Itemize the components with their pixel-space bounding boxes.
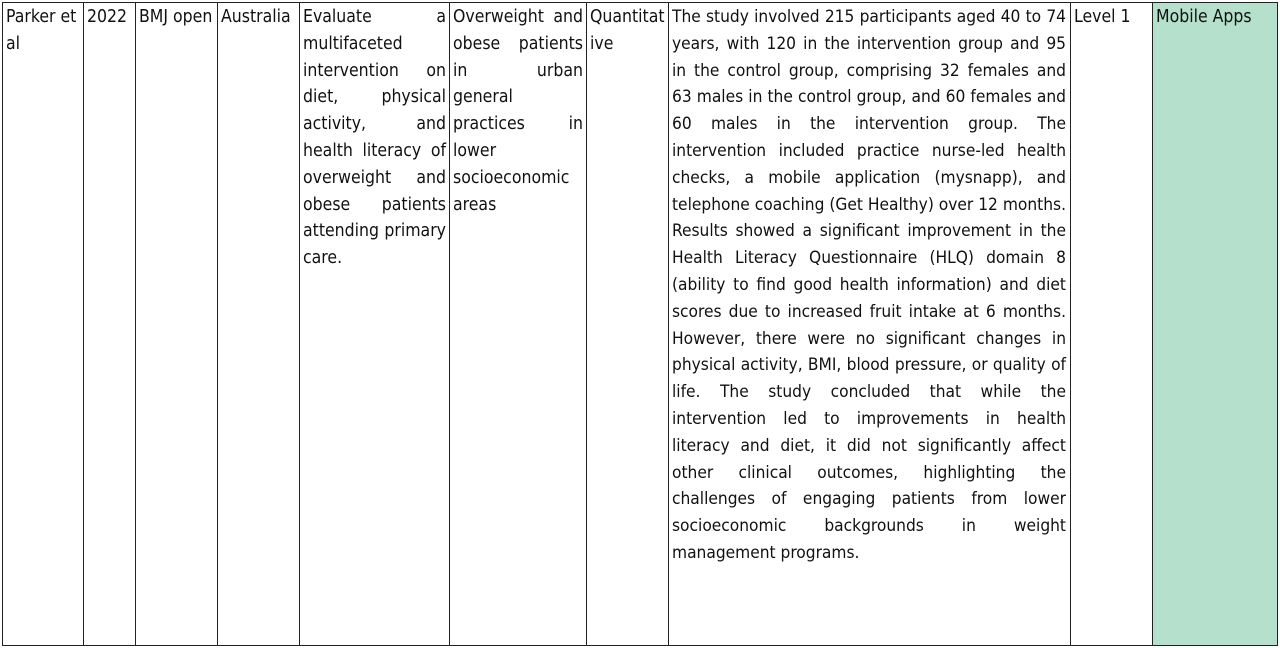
country-cell: Australia: [217, 2, 299, 646]
evidence-level-cell: Level 1: [1070, 2, 1152, 646]
author-cell: Parker et al: [2, 2, 83, 646]
design-cell: Quantitative: [586, 2, 668, 646]
journal-cell: BMJ open: [135, 2, 217, 646]
population-cell: Overweight and obese patients in urban general practices in lower socioeconomic areas: [449, 2, 586, 646]
summary-cell: The study involved 215 participants aged 40 to 74 years, with 120 in the intervention group and 95 in the control group, comprising 32 females and 63 males in the control group, and 60 females and 60 males in the intervention group. The intervention included practice nurse-led health checks, a mobile application (mysnapp), and telephone coaching (Get Healthy) over 12 months. Results showed a significant improvement in the Health Literacy Questionnaire (HLQ) domain 8 (ability to find good health information) and diet scores due to increased fruit intake at 6 months. However, there were no significant changes in physical activity, BMI, blood pressure, or quality of life. The study concluded that while the intervention led to improvements in health literacy and diet, it did not significantly affect other clinical outcomes, highlighting the challenges of engaging patients from lower socioeconomic backgrounds in weight management programs.: [668, 2, 1070, 646]
year-cell: 2022: [83, 2, 135, 646]
aim-cell: Evaluate a multifaceted intervention on diet, physical activity, and health literacy of overweight and obese patients attending primary care.: [299, 2, 449, 646]
category-cell: Mobile Apps: [1152, 2, 1278, 646]
